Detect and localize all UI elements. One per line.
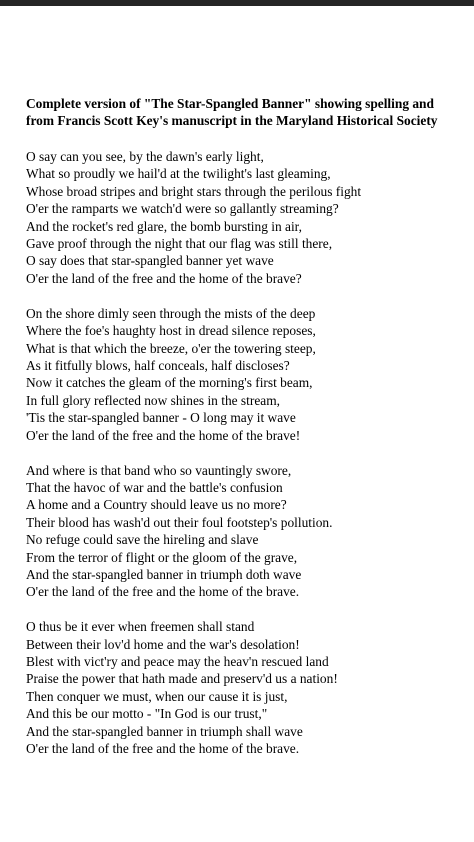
- verse-line: Their blood has wash'd out their foul footstep's pollution.: [26, 514, 333, 530]
- verse-line: Where the foe's haughty host in dread silence reposes,: [26, 323, 316, 339]
- verse-line: O say can you see, by the dawn's early light,: [26, 149, 264, 164]
- verse-line: What so proudly we hail'd at the twilight's last gleaming,: [26, 166, 331, 182]
- stanza-3: [26, 462, 474, 601]
- verse-line: O say does that star-spangled banner yet wave: [26, 253, 274, 269]
- verse-line: O thus be it ever when freemen shall stand: [26, 619, 255, 635]
- verse-line: In full glory reflected now shines in the stream,: [26, 392, 280, 408]
- verse-line: A home and a Country should leave us no more?: [26, 497, 287, 513]
- verse-line: Whose broad stripes and bright stars through the perilous fight: [26, 183, 362, 199]
- verse-line: And the rocket's red glare, the bomb bursting in air,: [26, 218, 302, 234]
- top-bar: [0, 0, 474, 6]
- heading-line: from Francis Scott Key's manuscript in the Maryland Historical Society: [26, 113, 438, 128]
- verse-line: Then conquer we must, when our cause it is just,: [26, 688, 288, 704]
- verse-line: And the star-spangled banner in triumph doth wave: [26, 566, 302, 582]
- stanza-2: [26, 305, 474, 444]
- verse-line: O'er the land of the free and the home of the brave!: [26, 427, 301, 443]
- document-heading: [26, 95, 474, 129]
- document-page: [26, 95, 474, 775]
- verse-line: 'Tis the star-spangled banner - O long may it wave: [26, 410, 296, 426]
- verse-line: No refuge could save the hireling and slave: [26, 532, 259, 548]
- verse-line: That the havoc of war and the battle's confusion: [26, 479, 283, 495]
- verse-line: As it fitfully blows, half conceals, half discloses?: [26, 357, 290, 373]
- verse-line: From the terror of flight or the gloom of the grave,: [26, 549, 298, 565]
- verse-line: Between their lov'd home and the war's desolation!: [26, 636, 300, 652]
- verse-line: And this be our motto - "In God is our trust,": [26, 706, 268, 722]
- verse-line: O'er the land of the free and the home of the brave?: [26, 270, 302, 286]
- verse-line: O'er the ramparts we watch'd were so gallantly streaming?: [26, 201, 339, 217]
- stanza-4: [26, 618, 474, 757]
- verse-line: And the star-spangled banner in triumph shall wave: [26, 723, 303, 739]
- verse-line: O'er the land of the free and the home of the brave.: [26, 584, 300, 600]
- verse-line: O'er the land of the free and the home of the brave.: [26, 741, 300, 757]
- verse-line: Gave proof through the night that our flag was still there,: [26, 236, 333, 252]
- stanza-1: [26, 148, 474, 287]
- verse-line: And where is that band who so vauntingly swore,: [26, 462, 292, 478]
- verse-line: Now it catches the gleam of the morning's first beam,: [26, 375, 313, 391]
- heading-line: Complete version of "The Star-Spangled Banner" showing spelling and: [26, 96, 434, 111]
- verse-line: Praise the power that hath made and preserv'd us a nation!: [26, 671, 338, 687]
- verse-line: Blest with vict'ry and peace may the heav'n rescued land: [26, 654, 329, 670]
- verse-line: What is that which the breeze, o'er the towering steep,: [26, 340, 316, 356]
- verse-line: On the shore dimly seen through the mists of the deep: [26, 305, 316, 321]
